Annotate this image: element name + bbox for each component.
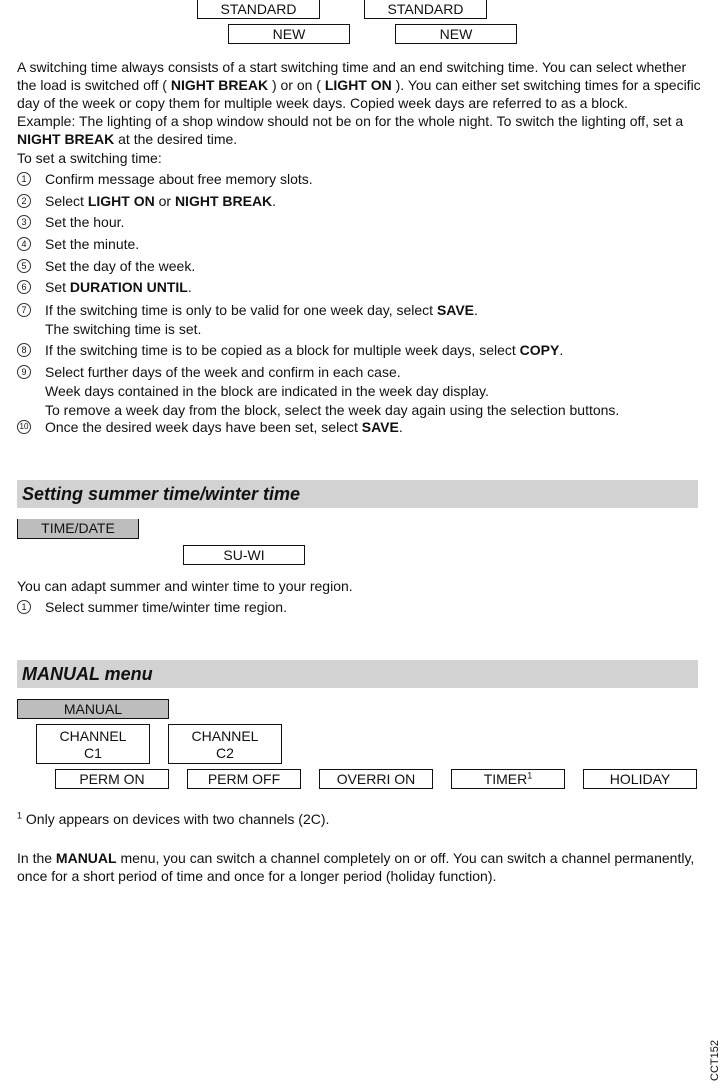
step-text-part: or <box>154 193 175 209</box>
save-term: SAVE <box>436 302 475 318</box>
channel-id: C1 <box>84 745 102 761</box>
step-text: Set the hour. <box>45 214 125 230</box>
step-number: 1 <box>17 172 31 186</box>
footnote <box>17 810 702 828</box>
example-text: Example: The lighting of a shop window should not be on for the whole night. To switch the lighting off, set a <box>17 113 684 129</box>
step-number: 4 <box>17 237 31 251</box>
intro-text: ). You can either set switching times for a specific day of the week or copy them for multiple week days. Copied week days are referred to as a block. <box>17 77 701 111</box>
step-text <box>45 341 695 360</box>
menu-new-1: NEW <box>228 24 350 44</box>
step-text-part: Select <box>45 193 88 209</box>
step-number: 2 <box>17 194 31 208</box>
intro-text: ) or on ( <box>268 77 325 93</box>
save-term: SAVE <box>361 419 399 435</box>
step-text <box>45 363 695 420</box>
channel-id: C2 <box>216 745 234 761</box>
step-result: The switching time is set. <box>45 321 202 337</box>
manual-text: menu, you can switch a channel completely on or off. You can switch a channel permanently, once for a short period of time and once for a longer period (holiday function). <box>17 850 695 884</box>
step-text: Set the day of the week. <box>45 258 196 274</box>
step-text <box>45 418 695 437</box>
step-text: Confirm message about free memory slots. <box>45 171 313 187</box>
duration-until-term: DURATION UNTIL <box>69 279 188 295</box>
step-text <box>45 192 695 211</box>
step-number: 7 <box>17 303 31 317</box>
menu-holiday: HOLIDAY <box>583 769 697 789</box>
document-code: CCT152 <box>709 1040 721 1081</box>
step-text: Set the minute. <box>45 236 140 252</box>
step-number: 1 <box>17 600 31 614</box>
step-number: 6 <box>17 280 31 294</box>
menu-perm-on: PERM ON <box>55 769 169 789</box>
menu-standard-2: STANDARD <box>364 0 487 19</box>
light-on-term: LIGHT ON <box>324 77 392 93</box>
step-text-part: . <box>187 279 192 295</box>
step-text <box>45 278 695 297</box>
how-to-line: To set a switching time: <box>17 150 162 166</box>
step-text: Select summer time/winter time region. <box>45 599 287 615</box>
intro-text: A switching time always consists of a start switching time and an end switching time. You can select whether the load is switched off ( <box>17 59 687 93</box>
step-text-part: . <box>559 342 564 358</box>
step-text-part: To remove a week day from the block, select the week day again using the selection buttons. <box>45 402 620 418</box>
menu-overri-on: OVERRI ON <box>319 769 433 789</box>
footnote-text: Only appears on devices with two channels (2C). <box>22 811 330 827</box>
step-number: 10 <box>17 420 31 434</box>
menu-su-wi: SU-WI <box>183 545 305 565</box>
step-text-part: Week days contained in the block are indicated in the week day display. <box>45 383 489 399</box>
step-text-part: . <box>272 193 277 209</box>
example-text: at the desired time. <box>114 131 238 147</box>
step-number: 3 <box>17 215 31 229</box>
step-text-part: Once the desired week days have been set, select <box>45 419 362 435</box>
menu-channel-c2 <box>168 724 282 764</box>
copy-term: COPY <box>519 342 560 358</box>
step-text-part: . <box>398 419 403 435</box>
timer-label: TIMER <box>483 771 528 787</box>
menu-timer <box>451 769 565 789</box>
footnote-marker: 1 <box>527 770 533 781</box>
menu-manual: MANUAL <box>17 699 169 719</box>
channel-label: CHANNEL <box>191 728 259 744</box>
step-text-part: Set <box>45 279 70 295</box>
night-break-term: NIGHT BREAK <box>174 193 273 209</box>
summer-winter-heading: Setting summer time/winter time <box>17 480 698 508</box>
step-text-part: Select further days of the week and confirm in each case. <box>45 364 401 380</box>
menu-new-2: NEW <box>395 24 517 44</box>
step-number: 8 <box>17 343 31 357</box>
step-text-part: If the switching time is to be copied as a block for multiple week days, select <box>45 342 520 358</box>
summer-paragraph: You can adapt summer and winter time to your region. <box>17 578 353 594</box>
channel-label: CHANNEL <box>59 728 127 744</box>
menu-time-date: TIME/DATE <box>17 519 139 539</box>
menu-channel-c1 <box>36 724 150 764</box>
step-text-part: If the switching time is only to be valid for one week day, select <box>45 302 437 318</box>
manual-paragraph <box>17 849 702 885</box>
step-number: 5 <box>17 259 31 273</box>
intro-paragraph <box>17 58 702 112</box>
menu-perm-off: PERM OFF <box>187 769 301 789</box>
manual-menu-heading: MANUAL menu <box>17 660 698 688</box>
manual-term: MANUAL <box>55 850 117 866</box>
light-on-term: LIGHT ON <box>87 193 155 209</box>
menu-standard-1: STANDARD <box>197 0 320 19</box>
step-text <box>45 301 695 339</box>
example-paragraph <box>17 112 702 148</box>
night-break-term: NIGHT BREAK <box>17 131 115 147</box>
step-number: 9 <box>17 365 31 379</box>
step-text-part: . <box>474 302 478 318</box>
manual-text: In the <box>17 850 56 866</box>
footnote-marker: 1 <box>17 810 23 821</box>
night-break-term: NIGHT BREAK <box>170 77 269 93</box>
